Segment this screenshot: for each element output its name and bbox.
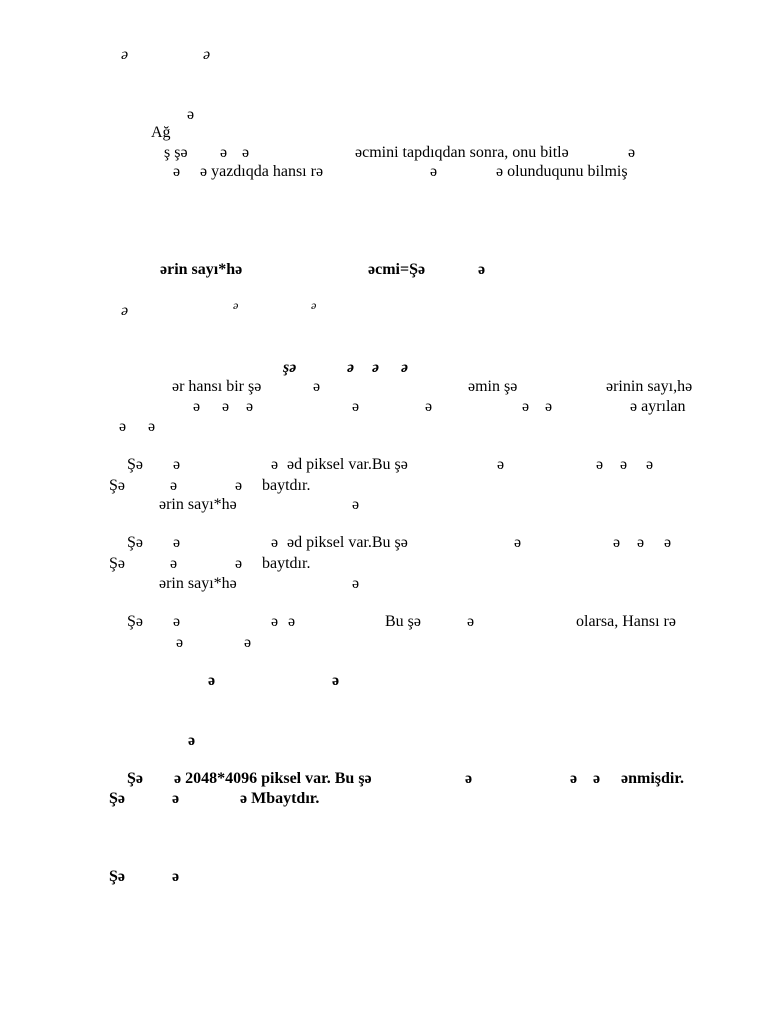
text-fragment: ə [235,477,243,494]
text-fragment: ə [352,496,360,513]
text-fragment: ə [352,398,360,415]
text-fragment: ə [271,613,279,630]
text-fragment: ə [170,477,178,494]
text-fragment: baytdır. [262,555,311,572]
text-fragment: ə [233,298,239,312]
text-fragment: ə [467,613,475,630]
text-fragment: ə olunduqunu bilmiş [496,163,628,180]
text-fragment: ərin sayı*hə [159,496,237,513]
text-fragment: ə [347,359,355,376]
text-fragment: ə [372,359,380,376]
text-fragment: əcmini tapdıqdan sonra, onu bitlə [355,144,569,161]
text-fragment: Şə [127,770,143,787]
text-fragment: əmin şə [468,378,518,395]
text-fragment: ərin sayı*hə [160,261,243,278]
text-fragment: baytdır. [262,477,311,494]
text-fragment: əd piksel var.Bu şə [287,534,408,551]
text-fragment: ə [208,672,216,689]
text-fragment: ərin sayı*hə [159,575,237,592]
text-fragment: ə [188,732,196,749]
text-fragment: Şə [127,613,143,630]
text-fragment: əcmi=Şə [368,261,426,278]
text-fragment: ə [271,534,279,551]
text-fragment: olarsa, Hansı rə [576,613,676,630]
text-fragment: ə [313,378,321,395]
text-fragment: ə [172,790,180,807]
text-fragment: Şə [109,790,125,807]
text-fragment: ə [311,298,317,312]
text-fragment: ə [430,163,438,180]
text-fragment: Şə [127,534,143,551]
text-fragment: ə [173,456,181,473]
text-fragment: ə [271,456,279,473]
text-fragment: ə [596,456,604,473]
text-fragment: ə [522,398,530,415]
text-fragment: ə [121,46,129,63]
text-fragment: əd piksel var.Bu şə [287,456,408,473]
text-fragment: ə [242,144,250,161]
text-fragment: ə [425,398,433,415]
text-fragment: ə [620,456,628,473]
text-fragment: ə [187,106,195,123]
text-fragment: şə [283,359,297,376]
text-fragment: Ağ [151,124,171,141]
text-fragment: ə [173,534,181,551]
text-fragment: ə [332,672,340,689]
text-fragment: ə [121,302,129,319]
text-fragment: Şə [109,868,125,885]
text-fragment: ə [352,575,360,592]
text-fragment: ə [203,46,211,63]
text-fragment: ə [176,634,184,651]
text-fragment: ə [613,534,621,551]
text-fragment: ə [497,456,505,473]
text-fragment: ə [646,456,654,473]
text-fragment: ə [628,144,636,161]
text-fragment: ə 2048*4096 piksel var. Bu şə [174,770,372,787]
text-fragment: ə [173,163,181,180]
text-fragment: ə [478,261,486,278]
text-fragment: ənmişdir. [621,770,684,787]
text-fragment: Şə [109,477,125,494]
text-fragment: ə [545,398,553,415]
text-fragment: ə [593,770,601,787]
text-fragment: ş şə [164,144,188,161]
text-fragment: Şə [109,555,125,572]
text-fragment: ə Mbaytdır. [240,790,320,807]
text-fragment: ə [148,418,156,435]
text-fragment: ə [288,613,296,630]
text-fragment: ə [170,555,178,572]
text-fragment: ə [172,868,180,885]
text-fragment: ə [465,770,473,787]
text-fragment: ə ayrılan [630,398,686,415]
text-fragment: ə [514,534,522,551]
text-fragment: ərinin sayı,hə [606,378,693,395]
text-fragment: ə [637,534,645,551]
text-fragment: ə [244,634,252,651]
text-fragment: ə [664,534,672,551]
text-fragment: ə [173,613,181,630]
text-fragment: ər hansı bir şə [172,378,262,395]
text-fragment: ə yazdıqda hansı rə [200,163,324,180]
text-fragment: Şə [127,456,143,473]
text-fragment: ə [220,144,228,161]
text-fragment: ə [193,398,201,415]
text-fragment: ə [246,398,254,415]
text-fragment: ə [401,359,409,376]
text-fragment: Bu şə [385,613,421,630]
text-fragment: ə [235,555,243,572]
text-fragment: ə [119,418,127,435]
text-fragment: ə [570,770,578,787]
text-fragment: ə [222,398,230,415]
